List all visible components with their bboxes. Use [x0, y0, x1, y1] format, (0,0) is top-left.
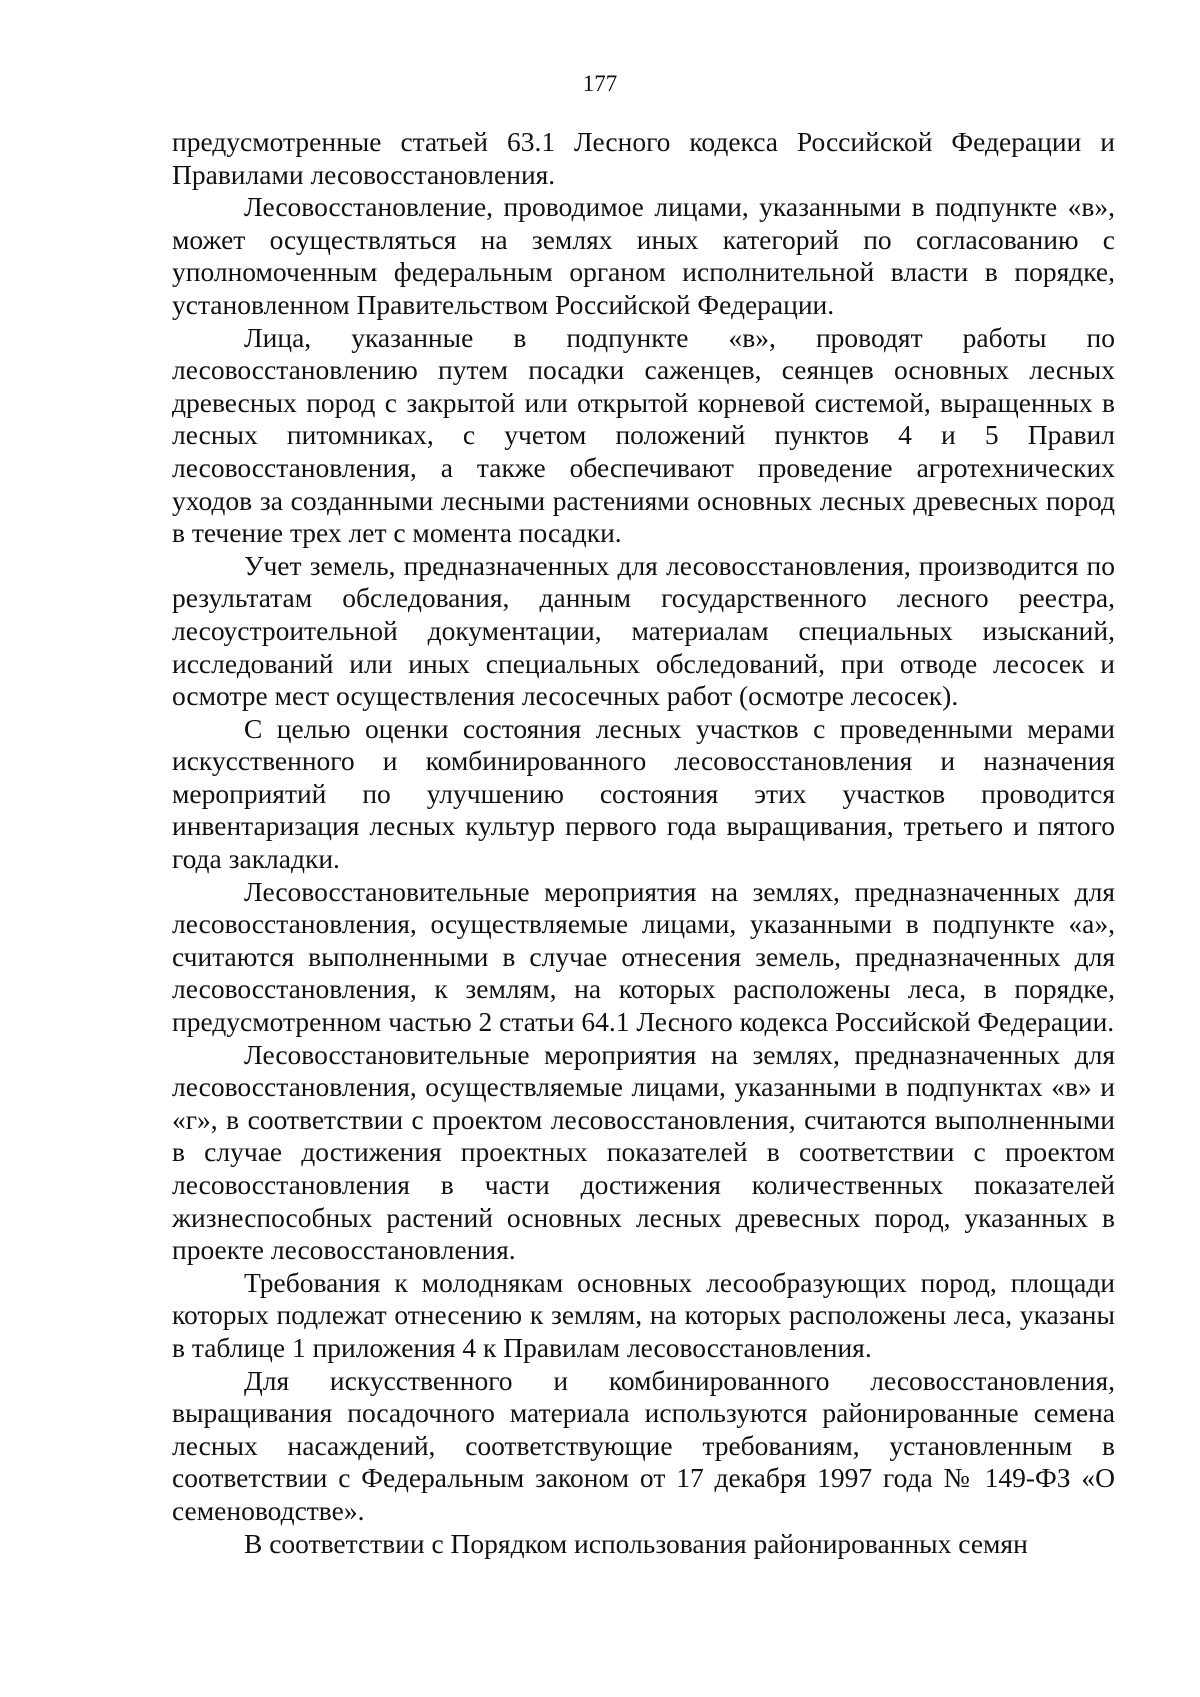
- body-text: [172, 126, 1115, 1560]
- page-number: 177: [582, 71, 618, 96]
- paragraph-reforestation-other-lands: Лесовосстановление, проводимое лицами, указанными в подпункте «в», может осуществляться на землях иных категорий по согласованию с уполномоченным федеральным органом исполнительной власти в порядке, установленном Правительством Российской Федерации.: [172, 191, 1115, 320]
- paragraph-planting-works: Лица, указанные в подпункте «в», проводят работы по лесовосстановлению путем посадки саженцев, сеянцев основных лесных древесных пород с закрытой или открытой корневой системой, выращенных в лесных питомниках, с учетом положений пунктов 4 и 5 Правил лесовосстановления, а также обеспечивают проведение агротехнических уходов за созданными лесными растениями основных лесных древесных пород в течение трех лет с момента посадки.: [172, 321, 1115, 549]
- paragraph-seed-usage-procedure: В соответствии с Порядком использования районированных семян: [244, 1527, 1028, 1559]
- paragraph-inventory: С целью оценки состояния лесных участков с проведенными мерами искусственного и комбинированного лесовосстановления и назначения мероприятий по улучшению состояния этих участков проводится инвентаризация лесных культур первого года выращивания, третьего и пятого года закладки.: [172, 712, 1115, 875]
- paragraph-measures-subpoints-v-g: Лесовосстановительные мероприятия на землях, предназначенных для лесовосстановления, осуществляемые лицами, указанными в подпунктах «в» и «г», в соответствии с проектом лесовосстановления, считаются выполненными в случае достижения проектных показателей в соответствии с проектом лесовосстановления в части достижения количественных показателей жизнеспособных растений основных лесных древесных пород, указанных в проекте лесовосстановления.: [172, 1038, 1115, 1266]
- paragraph-land-accounting: Учет земель, предназначенных для лесовосстановления, производится по результатам обследования, данным государственного лесного реестра, лесоустроительной документации, материалам специальных изысканий, исследований или иных специальных обследований, при отводе лесосек и осмотре мест осуществления лесосечных работ (осмотре лесосек).: [172, 549, 1115, 712]
- paragraph-zoned-seeds: Для искусственного и комбинированного лесовосстановления, выращивания посадочного материала используются районированные семена лесных насаждений, соответствующие требованиям, установленным в соответствии с Федеральным законом от 17 декабря 1997 года № 149-ФЗ «О семеноводстве».: [172, 1364, 1115, 1526]
- paragraph-continuation: предусмотренные статьей 63.1 Лесного кодекса Российской Федерации и Правилами лесовосстановления.: [172, 126, 1115, 190]
- paragraph-measures-subpoint-a: Лесовосстановительные мероприятия на землях, предназначенных для лесовосстановления, осуществляемые лицами, указанными в подпункте «а», считаются выполненными в случае отнесения земель, предназначенных для лесовосстановления, к землям, на которых расположены леса, в порядке, предусмотренном частью 2 статьи 64.1 Лесного кодекса Российской Федерации.: [172, 875, 1115, 1038]
- paragraph-young-stand-requirements: Требования к молоднякам основных лесообразующих пород, площади которых подлежат отнесению к землям, на которых расположены леса, указаны в таблице 1 приложения 4 к Правилам лесовосстановления.: [172, 1266, 1115, 1363]
